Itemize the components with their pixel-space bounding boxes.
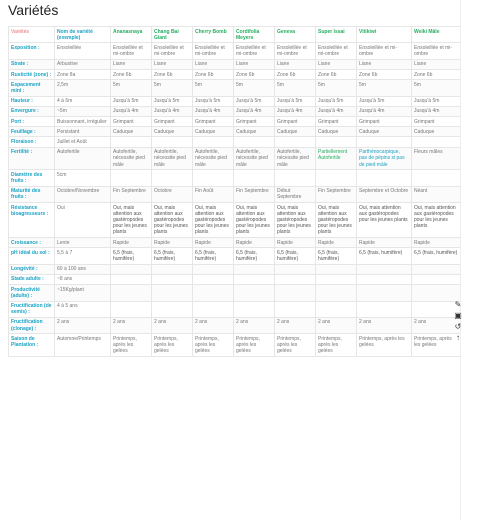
table-cell: Grimpant	[412, 117, 461, 127]
table-cell: Rapide	[316, 238, 357, 248]
table-cell	[152, 274, 193, 284]
table-cell: Rapide	[152, 238, 193, 248]
table-cell: Lente	[55, 238, 111, 248]
table-cell: Printemps, après les gelées	[234, 334, 275, 357]
table-cell: Jusqu'à 5m	[193, 96, 234, 106]
table-cell	[234, 285, 275, 301]
table-cell	[357, 264, 412, 274]
row-label: Exposition :	[9, 43, 55, 59]
table-cell: Autofertile, nécessite pied mâle	[193, 147, 234, 170]
table-row	[9, 301, 461, 317]
table-cell: Zone 6b	[357, 70, 412, 80]
table-cell: Fin Septembre	[234, 186, 275, 202]
table-cell: Zone 6b	[152, 70, 193, 80]
table-cell: Jusqu'à 4m	[111, 106, 152, 116]
table-cell	[316, 264, 357, 274]
table-cell: Caduque	[234, 127, 275, 137]
table-cell: Oui, mais attention aux gastéropodes pour les jeunes plants	[111, 203, 152, 238]
table-cell: Liane	[357, 59, 412, 69]
table-cell: Printemps, après les gelées	[357, 334, 412, 357]
header-variety-2: Ananasnaya	[111, 27, 152, 43]
table-cell: Oui, mais attention aux gastéropodes pour les jeunes plants	[193, 203, 234, 238]
table-cell	[316, 274, 357, 284]
table-cell: 2 ans	[412, 317, 461, 333]
table-cell	[193, 264, 234, 274]
table-cell: Zone 6b	[193, 70, 234, 80]
header-variety-8: Vitikiwi	[357, 27, 412, 43]
table-cell	[357, 137, 412, 147]
table-cell: Autofertile, nécessite pied mâle	[152, 147, 193, 170]
table-cell: 5m	[234, 80, 275, 96]
table-cell: Jusqu'à 4m	[152, 106, 193, 116]
row-label: Fructification (clonage) :	[9, 317, 55, 333]
table-cell: Octobre/Novembre	[55, 186, 111, 202]
row-label: Diamètre des fruits :	[9, 170, 55, 186]
table-row	[9, 170, 461, 186]
table-cell: Liane	[193, 59, 234, 69]
table-cell: Grimpant	[357, 117, 412, 127]
table-cell	[412, 137, 461, 147]
table-cell: Zone 6b	[412, 70, 461, 80]
table-cell: Caduque	[316, 127, 357, 137]
table-cell	[234, 274, 275, 284]
table-cell: Grimpant	[316, 117, 357, 127]
table-cell: 2 ans	[152, 317, 193, 333]
header-variety-7: Super Issai	[316, 27, 357, 43]
table-cell: 6,5 (frais, humifère)	[234, 248, 275, 264]
table-cell: Printemps, après les gelées	[111, 334, 152, 357]
table-body	[9, 43, 461, 357]
table-cell: Juillet et Août	[55, 137, 111, 147]
table-cell: Zone 6b	[234, 70, 275, 80]
table-cell	[193, 301, 234, 317]
table-cell: Jusqu'à 4m	[275, 106, 316, 116]
table-cell: ~5m	[55, 106, 111, 116]
row-label: Fertilité :	[9, 147, 55, 170]
table-cell: 5,5 à 7	[55, 248, 111, 264]
table-cell	[111, 301, 152, 317]
table-row	[9, 334, 461, 357]
table-cell: Ensoleillée et mi-ombre	[357, 43, 412, 59]
table-row	[9, 43, 461, 59]
table-cell: 6,5 (frais, humifère)	[316, 248, 357, 264]
table-cell: Jusqu'à 5m	[234, 96, 275, 106]
row-label: Longévité :	[9, 264, 55, 274]
table-row	[9, 317, 461, 333]
table-cell: Ensoleillée et mi-ombre	[412, 43, 461, 59]
table-cell: Rapide	[234, 238, 275, 248]
table-row	[9, 80, 461, 96]
table-cell	[193, 137, 234, 147]
table-cell: Autofertile, nécessite pied mâle	[275, 147, 316, 170]
table-cell	[275, 301, 316, 317]
table-cell: Ensoleillée et mi-ombre	[316, 43, 357, 59]
table-cell	[111, 274, 152, 284]
table-cell: 5m	[316, 80, 357, 96]
table-cell	[316, 137, 357, 147]
table-cell	[152, 285, 193, 301]
table-cell: 5m	[412, 80, 461, 96]
header-variety-9: Weiki Mâle	[412, 27, 461, 43]
table-cell: Rapide	[412, 238, 461, 248]
table-cell: Ensoleillée et mi-ombre	[234, 43, 275, 59]
table-cell: Zone 6b	[111, 70, 152, 80]
table-row	[9, 238, 461, 248]
table-cell: Grimpant	[275, 117, 316, 127]
table-cell: 5m	[275, 80, 316, 96]
row-label: Hauteur :	[9, 96, 55, 106]
table-cell: ~15Kg/plant	[55, 285, 111, 301]
table-cell: 2 ans	[316, 317, 357, 333]
table-cell: 5m	[111, 80, 152, 96]
table-row	[9, 117, 461, 127]
table-row	[9, 186, 461, 202]
header-variety-6: Geneva	[275, 27, 316, 43]
pencil-icon[interactable]: ✎	[454, 300, 462, 309]
table-cell: 2 ans	[55, 317, 111, 333]
table-cell: Oui, mais attention aux gastéropodes pour les jeunes plants	[357, 203, 412, 238]
table-cell: Liane	[316, 59, 357, 69]
table-cell: Liane	[275, 59, 316, 69]
table-cell	[275, 274, 316, 284]
table-cell: Septembre et Octobre	[357, 186, 412, 202]
table-cell: Ensoleillée et mi-ombre	[152, 43, 193, 59]
table-cell: Grimpant	[111, 117, 152, 127]
table-cell: Jusqu'à 4m	[357, 106, 412, 116]
table-row	[9, 59, 461, 69]
row-label: Maturité des fruits :	[9, 186, 55, 202]
table-cell: Oui, mais attention aux gastéropodes pour les jeunes plants	[152, 203, 193, 238]
table-row	[9, 70, 461, 80]
table-cell: Autofertile	[55, 147, 111, 170]
table-cell: Printemps, après les gelées	[152, 334, 193, 357]
table-cell	[152, 264, 193, 274]
row-label: pH idéal du sol :	[9, 248, 55, 264]
table-cell: Arbustive	[55, 59, 111, 69]
table-cell: Oui, mais attention aux gastéropodes pour les jeunes plants	[234, 203, 275, 238]
table-row	[9, 203, 461, 238]
table-cell: 60 à 100 ans	[55, 264, 111, 274]
table-cell: 5m	[193, 80, 234, 96]
table-cell	[152, 170, 193, 186]
table-cell: Fin Septembre	[111, 186, 152, 202]
table-cell: Liane	[152, 59, 193, 69]
row-label: Productivité (adulte) :	[9, 285, 55, 301]
table-cell: Oui, mais attention aux gastéropodes pour les jeunes plants	[316, 203, 357, 238]
table-cell: 2 ans	[111, 317, 152, 333]
table-cell	[193, 170, 234, 186]
table-cell	[412, 274, 461, 284]
row-label: Envergure :	[9, 106, 55, 116]
table-cell	[412, 170, 461, 186]
table-cell: Printemps, après les gelées	[316, 334, 357, 357]
table-cell	[357, 274, 412, 284]
header-variety-5: Cordifolia Meyers	[234, 27, 275, 43]
table-cell	[111, 137, 152, 147]
table-cell: Jusqu'à 5m	[275, 96, 316, 106]
row-label: Stade adulte :	[9, 274, 55, 284]
table-cell: Caduque	[275, 127, 316, 137]
table-cell: Persistant	[55, 127, 111, 137]
table-cell: 2,5m	[55, 80, 111, 96]
table-cell	[152, 137, 193, 147]
table-cell: Rapide	[275, 238, 316, 248]
table-cell: 6,5 (frais, humifère)	[111, 248, 152, 264]
table-cell: Rapide	[357, 238, 412, 248]
comment-icon[interactable]: ▣	[454, 311, 462, 320]
table-cell: Octobre	[152, 186, 193, 202]
right-toolbar	[460, 0, 478, 520]
table-cell	[316, 301, 357, 317]
table-cell: Jusqu'à 4m	[234, 106, 275, 116]
varieties-table-wrapper	[8, 26, 460, 357]
table-cell: Zone 8a	[55, 70, 111, 80]
table-cell: 2 ans	[357, 317, 412, 333]
row-label: Croissance :	[9, 238, 55, 248]
table-cell: Rapide	[111, 238, 152, 248]
table-cell: Fin Août	[193, 186, 234, 202]
table-cell	[111, 170, 152, 186]
table-cell	[316, 285, 357, 301]
table-row	[9, 127, 461, 137]
table-cell: Début Septembre	[275, 186, 316, 202]
table-cell: 6,5 (frais, humifère)	[193, 248, 234, 264]
table-row	[9, 106, 461, 116]
table-cell	[275, 264, 316, 274]
table-cell: Grimpant	[152, 117, 193, 127]
table-row	[9, 248, 461, 264]
table-cell: Fleurs mâles	[412, 147, 461, 170]
table-cell: 2 ans	[193, 317, 234, 333]
table-cell: Grimpant	[234, 117, 275, 127]
table-cell: Jusqu'à 5m	[316, 96, 357, 106]
table-cell: Ensoleillée et mi-ombre	[193, 43, 234, 59]
table-cell: 6,5 (frais, humifère)	[412, 248, 461, 264]
table-cell: Zone 6b	[316, 70, 357, 80]
table-cell: Fin Septembre	[316, 186, 357, 202]
table-row	[9, 285, 461, 301]
row-label: Floraison :	[9, 137, 55, 147]
header-variety-1: Nom de variété (exemple)	[55, 27, 111, 43]
table-cell	[234, 264, 275, 274]
table-cell: Rapide	[193, 238, 234, 248]
table-cell: Néant	[412, 186, 461, 202]
table-cell: Jusqu'à 5m	[152, 96, 193, 106]
table-cell: Caduque	[193, 127, 234, 137]
header-varietes: Variétés	[9, 27, 55, 43]
table-row	[9, 274, 461, 284]
table-cell: Ensoleillée et mi-ombre	[111, 43, 152, 59]
row-label: Feuillage :	[9, 127, 55, 137]
row-label: Saison de Plantation :	[9, 334, 55, 357]
table-cell: Autofertile, nécessite pied mâle	[111, 147, 152, 170]
table-row	[9, 264, 461, 274]
table-cell	[193, 274, 234, 284]
table-cell	[275, 285, 316, 301]
table-cell: Liane	[234, 59, 275, 69]
table-cell: Autofertile, nécessite pied mâle	[234, 147, 275, 170]
row-label: Port :	[9, 117, 55, 127]
table-cell	[412, 264, 461, 274]
table-cell: Jusqu'à 5m	[412, 96, 461, 106]
table-cell: ~8 ans	[55, 274, 111, 284]
varieties-table	[8, 26, 461, 357]
row-label: Fructification (de semis) :	[9, 301, 55, 317]
table-cell: Grimpant	[193, 117, 234, 127]
table-cell: Caduque	[357, 127, 412, 137]
table-cell: 6,5 (frais, humifère)	[152, 248, 193, 264]
table-cell: 2 ans	[275, 317, 316, 333]
table-cell	[234, 137, 275, 147]
table-cell: Oui, mais attention aux gastéropodes pour les jeunes plants	[412, 203, 461, 238]
row-label: Résistance bioagresseurs :	[9, 203, 55, 238]
arrow-up-icon[interactable]: ↑	[456, 333, 460, 342]
table-cell: Zone 6b	[275, 70, 316, 80]
table-row	[9, 96, 461, 106]
page-title: Variétés	[8, 2, 59, 18]
table-cell	[152, 301, 193, 317]
table-cell: Jusqu'à 4m	[316, 106, 357, 116]
table-cell	[316, 170, 357, 186]
table-cell: 4 à 5 ans	[55, 301, 111, 317]
table-cell: Automne/Printemps	[55, 334, 111, 357]
table-cell: Caduque	[412, 127, 461, 137]
table-cell: Oui	[55, 203, 111, 238]
history-icon[interactable]: ↺	[454, 322, 462, 331]
table-cell	[275, 170, 316, 186]
table-cell: Jusqu'à 4m	[412, 106, 461, 116]
table-row	[9, 147, 461, 170]
header-variety-4: Cherry Bomb	[193, 27, 234, 43]
table-cell	[357, 301, 412, 317]
table-cell	[357, 170, 412, 186]
table-cell: 5cm	[55, 170, 111, 186]
table-cell: Oui, mais attention aux gastéropodes pour les jeunes plants	[275, 203, 316, 238]
table-cell: Caduque	[111, 127, 152, 137]
table-cell: Ensoleillée et mi-ombre	[275, 43, 316, 59]
table-cell: Jusqu'à 5m	[357, 96, 412, 106]
table-cell	[234, 170, 275, 186]
table-cell: 6,5 (frais, humifère)	[275, 248, 316, 264]
table-cell	[275, 137, 316, 147]
table-cell	[357, 285, 412, 301]
row-label: Espacement mini :	[9, 80, 55, 96]
table-cell: 6,5 (frais, humifère)	[357, 248, 412, 264]
table-cell	[111, 264, 152, 274]
header-variety-3: Chang Bai Giant	[152, 27, 193, 43]
table-cell: Caduque	[152, 127, 193, 137]
table-cell	[193, 285, 234, 301]
table-cell: Liane	[111, 59, 152, 69]
table-cell: 5m	[152, 80, 193, 96]
table-cell: Buissonnant, irrégulier	[55, 117, 111, 127]
table-cell	[111, 285, 152, 301]
table-cell: Liane	[412, 59, 461, 69]
table-cell: 4 à 6m	[55, 96, 111, 106]
table-cell: Jusqu'à 4m	[193, 106, 234, 116]
table-cell: Jusqu'à 5m	[111, 96, 152, 106]
table-cell: Ensoleillée	[55, 43, 111, 59]
table-cell: Printemps, après les gelées	[275, 334, 316, 357]
table-cell: 5m	[357, 80, 412, 96]
row-label: Rusticité (zone) :	[9, 70, 55, 80]
table-header-row	[9, 27, 461, 43]
table-cell: Partiellement Autofertile	[316, 147, 357, 170]
table-cell	[234, 301, 275, 317]
table-cell	[412, 285, 461, 301]
table-cell: Printemps, après les gelées	[412, 334, 461, 357]
table-cell: Printemps, après les gelées	[193, 334, 234, 357]
table-row	[9, 137, 461, 147]
table-cell: 2 ans	[234, 317, 275, 333]
row-label: Strate :	[9, 59, 55, 69]
table-cell: Parthénocarpique, pas de pépins si pas de pied mâle	[357, 147, 412, 170]
